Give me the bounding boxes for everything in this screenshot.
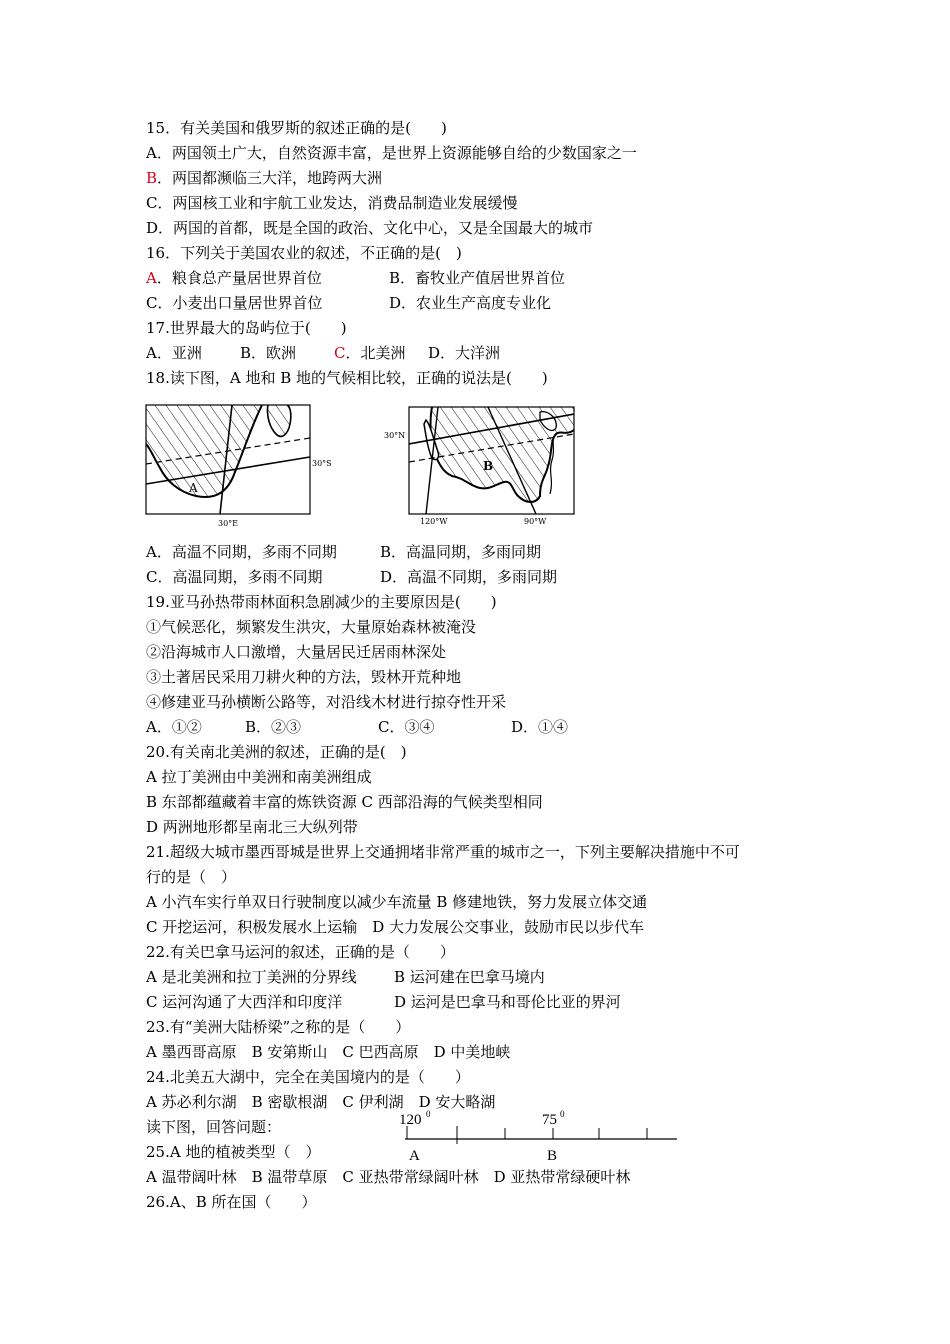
q16-option-a-text: ．粮食总产量居世界首位 (156, 269, 322, 287)
q18-option-a: A．高温不同期，多雨不同期 (146, 543, 337, 561)
map-b-lon2-label: 90°W (524, 517, 547, 526)
q20-stem: 20.有关南北美洲的叙述，正确的是( ) (146, 743, 407, 761)
read-figure-prompt: 读下图，回答问题： (146, 1118, 282, 1136)
q15-option-b-letter: B (146, 169, 158, 187)
q16-option-d: D．农业生产高度专业化 (389, 294, 552, 312)
q19-option-b: B．②③ (245, 718, 302, 736)
map-a-lon-label: 30°E (218, 519, 239, 528)
q21-stem-line1: 21.超级大城市墨西哥城是世界上交通拥堵非常严重的城市之一，下列主要解决措施中不可 (146, 843, 740, 861)
q20-option-a: A 拉丁美洲由中美洲和南美洲组成 (146, 768, 372, 786)
q22-option-b: B 运河建在巴拿马境内 (394, 968, 545, 986)
q19-option-a: A．①② (146, 718, 202, 736)
q15-option-c: C．两国核工业和宇航工业发达，消费品制造业发展缓慢 (146, 194, 518, 212)
q19-item-4: ④修建亚马孙横断公路等，对沿线木材进行掠夺性开采 (146, 693, 507, 711)
q22-option-c: C 运河沟通了大西洋和印度洋 (146, 993, 343, 1011)
q19-options (146, 717, 568, 737)
q19-option-d: D．①④ (511, 718, 569, 736)
q22-options-ab (146, 967, 545, 987)
scale-point-a: A (409, 1148, 420, 1164)
q18-option-d: D．高温不同期，多雨同期 (380, 568, 558, 586)
q17-option-c-letter: C (334, 344, 346, 362)
q19-stem: 19.亚马孙热带雨林面积急剧减少的主要原因是( ) (146, 593, 497, 611)
q18-options-cd (146, 567, 557, 587)
q16-option-a-letter: A (146, 269, 157, 287)
map-a-figure (140, 400, 340, 530)
longitude-scale-figure (395, 1106, 685, 1166)
map-b-figure (380, 400, 580, 530)
q18-option-c: C．高温同期，多雨不同期 (146, 568, 323, 586)
q21-option-ab: A 小汽车实行单双日行驶制度以减少车流量 B 修建地铁，努力发展立体交通 (146, 893, 648, 911)
q15-option-a: A．两国领土广大，自然资源丰富，是世界上资源能够自给的少数国家之一 (146, 144, 637, 162)
q17-option-a: A．亚洲 (146, 344, 202, 362)
q15-stem: 15．有关美国和俄罗斯的叙述正确的是( ) (146, 119, 447, 137)
q18-stem: 18.读下图，A 地和 B 地的气候相比较，正确的说法是( ) (146, 369, 548, 387)
q22-option-d: D 运河是巴拿马和哥伦比亚的界河 (394, 993, 621, 1011)
q17-option-c-text: ．北美洲 (345, 344, 406, 362)
q16-stem: 16．下列关于美国农业的叙述，不正确的是( ) (146, 244, 462, 262)
q15-option-b (146, 168, 382, 188)
q16-option-b: B．畜牧业产值居世界首位 (389, 269, 566, 287)
q20-option-bc: B 东部都蕴藏着丰富的炼铁资源 C 西部沿海的气候类型相同 (146, 793, 543, 811)
q16-options-ab (146, 268, 565, 288)
scale-right-degree-sym: 0 (560, 1109, 565, 1119)
q16-option-a (146, 268, 389, 288)
q26-stem: 26.A、B 所在国（ ） (146, 1193, 317, 1211)
q24-stem: 24.北美五大湖中，完全在美国境内的是（ ） (146, 1068, 470, 1086)
q22-options-cd (146, 992, 621, 1012)
q22-stem: 22.有关巴拿马运河的叙述，正确的是（ ） (146, 943, 455, 961)
scale-left-degree: 120 (399, 1112, 422, 1128)
q23-options: A 墨西哥高原 B 安第斯山 C 巴西高原 D 中美地峡 (146, 1043, 511, 1061)
q22-option-a: A 是北美洲和拉丁美洲的分界线 (146, 968, 357, 986)
map-a-point-label: A (189, 481, 198, 495)
map-b-lon1-label: 120°W (420, 517, 448, 526)
q18-options-ab (146, 542, 541, 562)
q21-option-cd: C 开挖运河，积极发展水上运输 D 大力发展公交事业，鼓励市民以步代车 (146, 918, 645, 936)
q17-option-b: B．欧洲 (240, 344, 297, 362)
q25-stem: 25.A 地的植被类型（ ） (146, 1143, 321, 1161)
q24-options: A 苏必利尔湖 B 密歇根湖 C 伊利湖 D 安大略湖 (146, 1093, 496, 1111)
q17-stem: 17.世界最大的岛屿位于( ) (146, 319, 347, 337)
q19-item-2: ②沿海城市人口激增，大量居民迁居雨林深处 (146, 643, 447, 661)
q21-stem-line2: 行的是（ ） (146, 868, 237, 886)
q16-options-cd (146, 293, 551, 313)
scale-left-degree-sym: 0 (426, 1109, 431, 1119)
q18-option-b: B．高温同期，多雨同期 (380, 543, 542, 561)
q17-option-c (334, 343, 428, 363)
q17-option-d: D．大洋洲 (428, 344, 501, 362)
q25-options: A 温带阔叶林 B 温带草原 C 亚热带常绿阔叶林 D 亚热带常绿硬叶林 (146, 1168, 631, 1186)
map-b-lat-label: 30°N (384, 431, 406, 440)
q15-option-b-text: ．两国都濒临三大洋，地跨两大洲 (157, 169, 383, 187)
q23-stem: 23.有“美洲大陆桥梁”之称的是（ ） (146, 1018, 411, 1036)
q16-option-c: C．小麦出口量居世界首位 (146, 294, 323, 312)
scale-right-degree: 75 (542, 1112, 557, 1128)
q20-option-d: D 两洲地形都呈南北三大纵列带 (146, 818, 358, 836)
q19-option-c: C．③④ (378, 718, 435, 736)
scale-point-b: B (547, 1148, 558, 1164)
q19-item-1: ①气候恶化，频繁发生洪灾，大量原始森林被淹没 (146, 618, 477, 636)
map-a-lat-label: 30°S (312, 459, 332, 468)
q17-options (146, 343, 500, 363)
q19-item-3: ③土著居民采用刀耕火种的方法，毁林开荒种地 (146, 668, 462, 686)
q15-option-d: D．两国的首都，既是全国的政治、文化中心，又是全国最大的城市 (146, 219, 594, 237)
map-b-point-label: B (483, 459, 494, 473)
